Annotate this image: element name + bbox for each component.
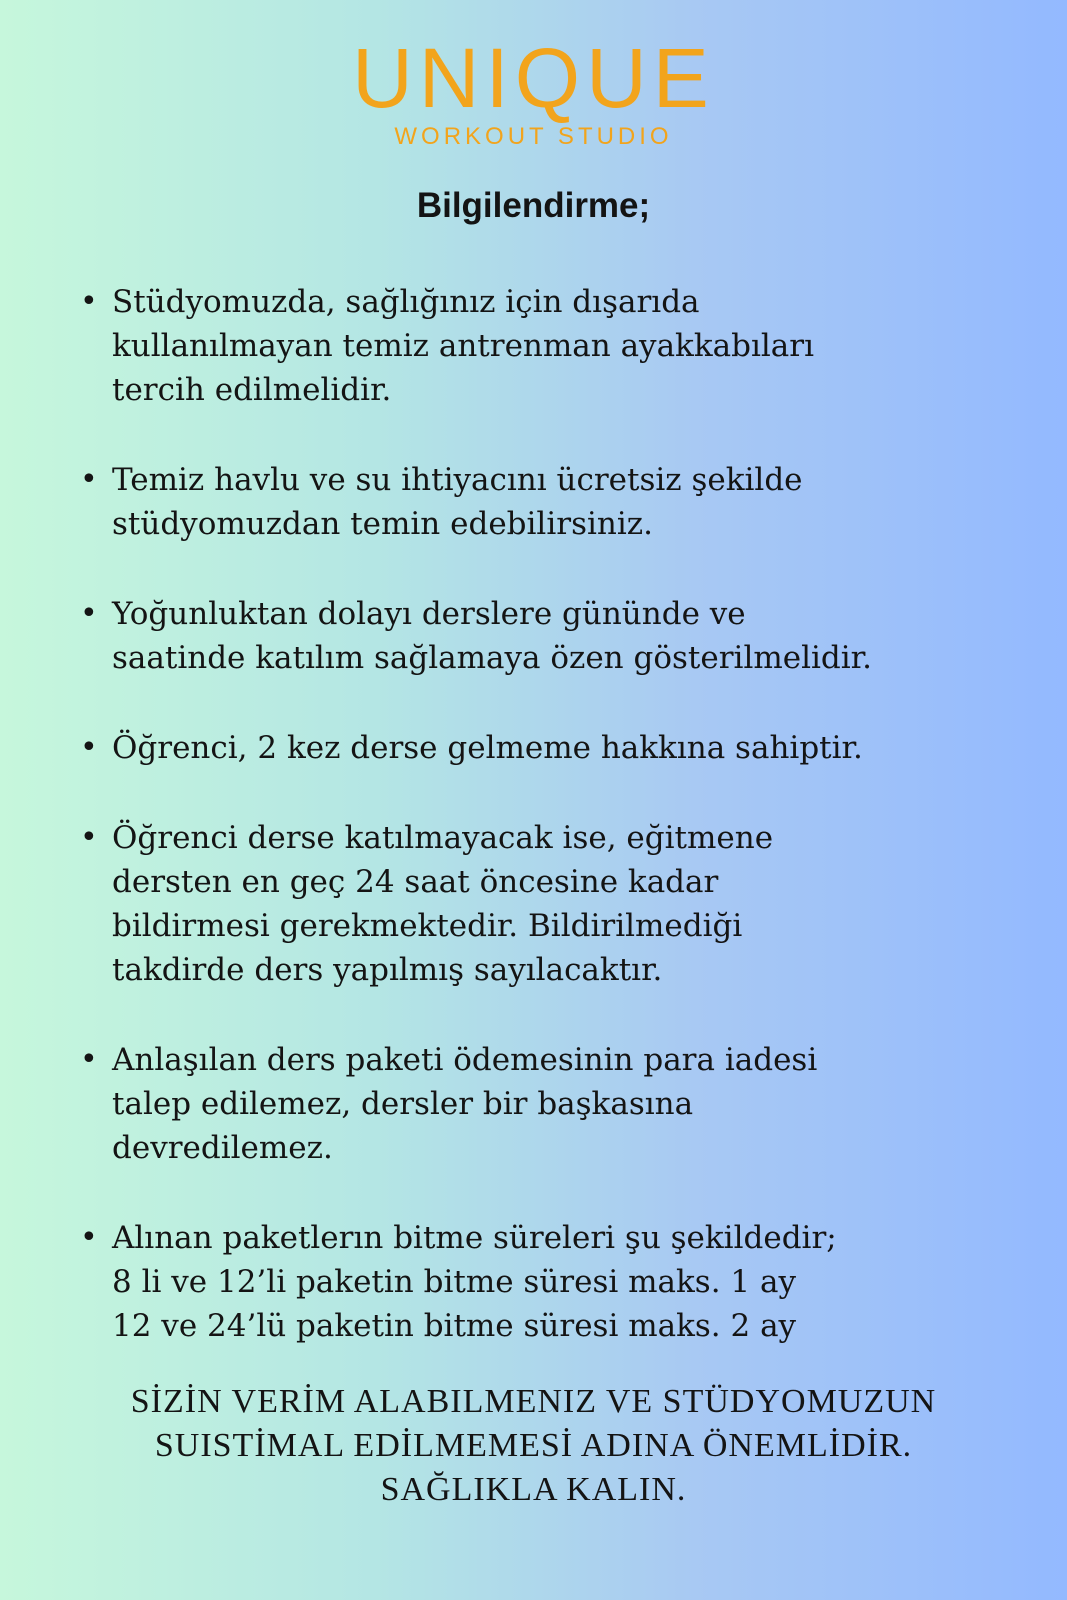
list-item-text: Temiz havlu ve su ihtiyacını ücretsiz şekilde stüdyomuzdan temin edebilirsiniz. [112,462,803,542]
bullet-icon: • [80,820,98,855]
list-item [80,1038,1020,1170]
bullet-icon: • [80,284,98,319]
closing-note [0,1380,1067,1512]
studio-logo [0,31,1067,150]
closing-note-line: SİZİN VERİM ALABILMENIZ VE STÜDYOMUZUN [130,1383,937,1420]
list-item-text: Öğrenci, 2 kez derse gelmeme hakkına sahiptir. [112,730,863,766]
list-item [80,280,1020,412]
logo-wordmark: UNIQUE [352,31,715,125]
list-item-text: Anlaşılan ders paketi ödemesinin para iadesi talep edilemez, dersler bir başkasına devredilemez. [112,1042,818,1166]
list-item [80,816,1020,992]
list-item [80,592,1020,680]
list-item-text: Öğrenci derse katılmayacak ise, eğitmene dersten en geç 24 saat öncesine kadar bildirmesi gerekmektedir. Bildirilmediği takdirde ders yapılmış sayılacaktır. [112,820,774,988]
list-item [80,458,1020,546]
bullet-icon: • [80,1042,98,1077]
bullet-icon: • [80,730,98,765]
closing-note-line: SUISTİMAL EDİLMEMESİ ADINA ÖNEMLİDİR. [154,1427,913,1464]
bullet-icon: • [80,462,98,497]
list-item-text: Stüdyomuzda, sağlığınız için dışarıda kullanılmayan temiz antrenman ayakkabıları tercih edilmelidir. [112,284,814,408]
info-list [80,280,1020,1394]
logo-subtitle: WORKOUT STUDIO [394,123,673,150]
list-item [80,1216,1020,1348]
bullet-icon: • [80,1220,98,1255]
list-item-text: Alınan paketlerın bitme süreleri şu şekildedir; 8 li ve 12’li paketin bitme süresi maks. 1 ay 12 ve 24’lü paketin bitme süresi maks. 2 ay [112,1220,837,1344]
page-title: Bilgilendirme; [416,186,651,225]
closing-note-line: SAĞLIKLA KALIN. [380,1471,687,1508]
list-item [80,726,1020,770]
list-item-text: Yoğunluktan dolayı derslere gününde ve saatinde katılım sağlamaya özen gösterilmelidir. [112,596,872,676]
bullet-icon: • [80,596,98,631]
